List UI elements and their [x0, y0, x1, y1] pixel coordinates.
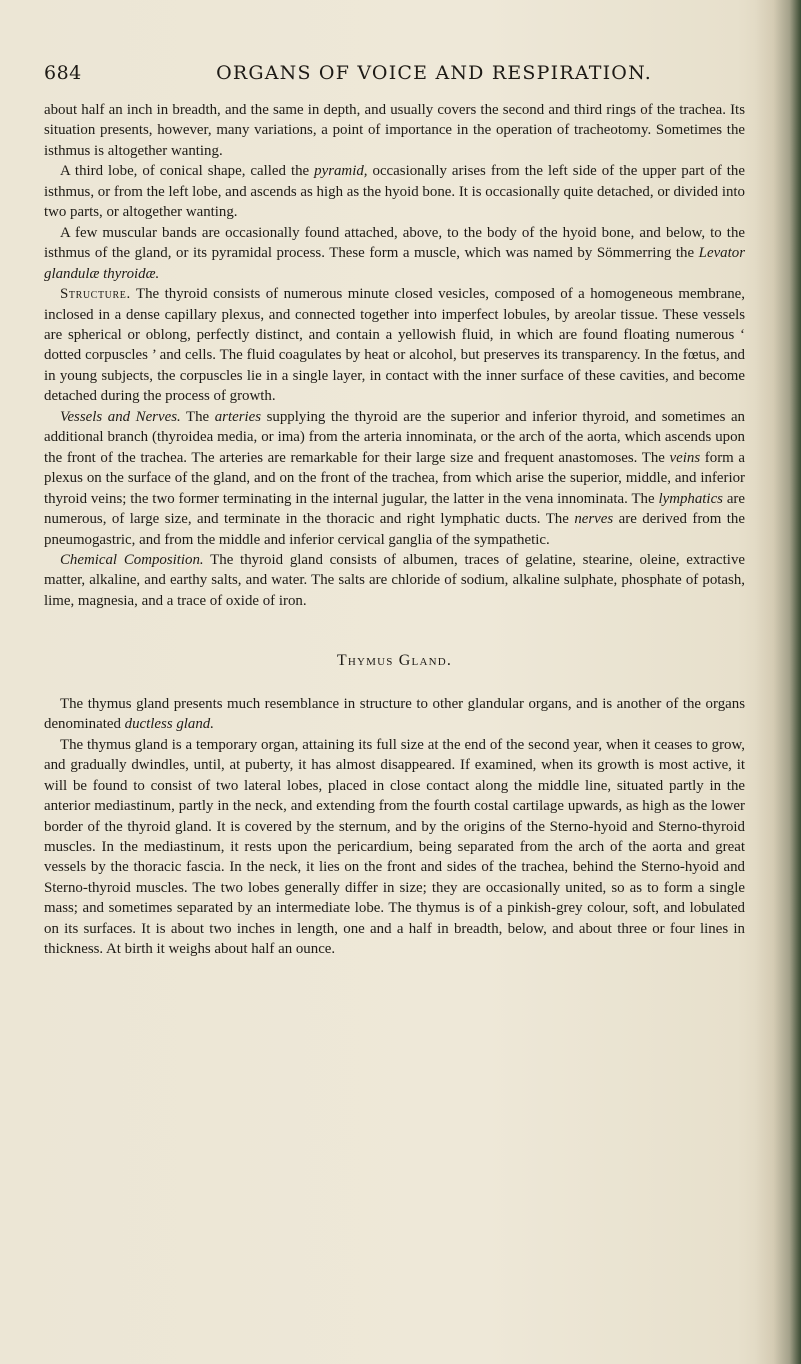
paragraph-text: are derived from the pneumogastric, and from the middle and inferior cervical ganglia of the sympathetic.: [44, 511, 745, 548]
term-ductless-gland: ductless gland.: [124, 716, 214, 733]
paragraph-text: The thymus gland presents much resemblance in structure to other glandular organs, and is another of the organs denominated: [44, 695, 745, 733]
paragraph-text: supplying the thyroid are the superior and inferior thyroid, and sometimes an additional branch (thyroidea media, or ima) from the arteria innominata, or the arch of the aorta, which ascends upon the front of the trachea. The arteries are remarkable for their large size and frequent anastomoses. The: [44, 408, 745, 466]
page-number: 684: [44, 62, 82, 84]
body-text: [44, 100, 745, 960]
term-nerves: nerves: [574, 511, 614, 528]
paragraph-isthmus: [44, 100, 745, 161]
paragraph-text: about half an inch in breadth, and the same in depth, and usually covers the second and third rings of the trachea. Its situation presents, however, many variations, a point of importance in the operation of tracheotomy. Sometimes the isthmus is altogether wanting.: [44, 102, 745, 159]
page-edge-shadow: [755, 0, 801, 1364]
running-head: ORGANS OF VOICE AND RESPIRATION.: [216, 62, 652, 84]
paragraph-text: are numerous, of large size, and terminate in the thoracic and right lymphatic ducts. The: [44, 490, 745, 528]
paragraph-structure: [44, 284, 745, 407]
term-veins: veins: [669, 449, 701, 466]
term-pyramid: pyramid,: [314, 163, 368, 180]
run-in-heading-chemical: Chemical Composition.: [60, 551, 204, 568]
paragraph-vessels-nerves: [44, 407, 745, 550]
paragraph-text: The thyroid consists of numerous minute closed vesicles, composed of a homogeneous membrane, inclosed in a dense capillary plexus, and connected together into imperfect lobules, by areolar tissue. These vessels are spherical or oblong, perfectly distinct, and contain a yellowish fluid, in which are found floating numerous ‘ dotted corpuscles ’ and cells. The fluid coagulates by heat or alcohol, but preserves its transparency. In the fœtus, and in young subjects, the corpuscles lie in a single layer, in contact with the inner surface of these cavities, and become detached during the process of growth.: [44, 286, 745, 405]
term-levator-glandulae: Levator glandulæ thyroidæ.: [44, 245, 745, 282]
paragraph-text: form a plexus on the surface of the gland, and on the front of the trachea, from which arise the superior, middle, and inferior thyroid veins; the two former terminating in the internal jugular, the latter in the vena innominata. The: [44, 449, 746, 507]
paragraph-levator: [44, 223, 745, 284]
paragraph-thymus-intro: [44, 694, 745, 735]
run-in-heading-structure: Structure.: [60, 286, 131, 303]
paragraph-pyramid: [44, 161, 745, 222]
paragraph-text: The thyroid gland consists of albumen, traces of gelatine, stearine, oleine, extractive matter, alkaline, and earthy salts, and water. The salts are chloride of sodium, alkaline sulphate, phosphate of potash, lime, magnesia, and a trace of oxide of iron.: [44, 551, 745, 609]
term-arteries: arteries: [214, 408, 262, 425]
paragraph-text: A few muscular bands are occasionally found attached, above, to the body of the hyoid bone, and below, to the isthmus of the gland, or its pyramidal process. These form a muscle, which was named by Sömmerring the: [44, 224, 745, 262]
run-in-heading-vessels: Vessels and Nerves.: [60, 408, 181, 425]
paragraph-text: occasionally arises from the left side of the upper part of the isthmus, or from the left lobe, and ascends as high as the hyoid bone. It is occasionally quite detached, or divided into two parts, or altogether wanting.: [44, 163, 745, 221]
page-header: [44, 62, 744, 90]
paragraph-thymus-description: [44, 735, 745, 960]
paragraph-text: The thymus gland is a temporary organ, attaining its full size at the end of the second year, when it ceases to grow, and gradually dwindles, until, at puberty, it has almost disappeared. If examined, when its growth is most active, it will be found to consist of two lateral lobes, placed in close contact along the middle line, situated partly in the anterior mediastinum, partly in the neck, and extending from the fourth costal cartilage upwards, as high as the lower border of the thyroid gland. It is covered by the sternum, and by the origins of the Sterno-hyoid and Sterno-thyroid muscles. In the mediastinum, it rests upon the pericardium, being separated from the arch of the aorta and great vessels by the thoracic fascia. In the neck, it lies on the front and sides of the trachea, behind the Sterno-hyoid and Sterno-thyroid muscles. The two lobes generally differ in size; they are occasionally united, so as to form a single mass; and sometimes separated by an intermediate lobe. The thymus is of a pinkish-grey colour, soft, and lobulated on its surfaces. It is about two inches in length, one and a half in breadth, below, and about three or four lines in thickness. At birth it weighs about half an ounce.: [44, 736, 745, 958]
paragraph-chemical: [44, 550, 745, 611]
term-lymphatics: lymphatics: [658, 490, 723, 507]
paragraph-text: A third lobe, of conical shape, called the: [60, 163, 315, 180]
paragraph-text: The: [180, 408, 215, 425]
section-heading-thymus: Thymus Gland.: [336, 652, 453, 670]
